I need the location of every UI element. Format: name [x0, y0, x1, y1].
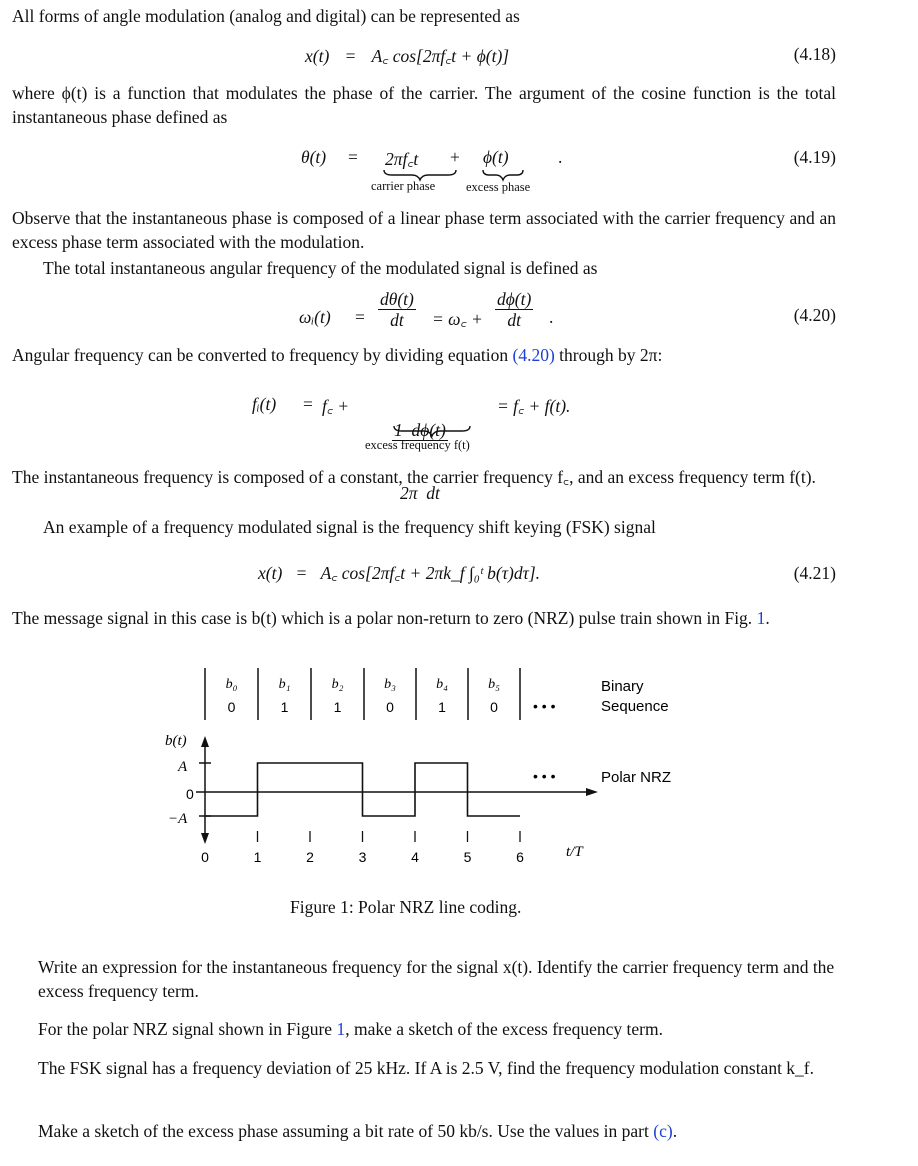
y-tick-label-A: A — [178, 759, 188, 775]
x-tick-label: 6 — [516, 849, 524, 865]
y-axis-label: b(t) — [165, 733, 187, 749]
y-axis-arrow-down — [201, 833, 209, 844]
bit-name: b₅ — [488, 677, 500, 692]
nrz-waveform — [205, 763, 520, 816]
x-tick-label: 0 — [201, 849, 209, 865]
para-convert: Angular frequency can be converted to frequency by dividing equation (4.20) through by 2π: — [12, 345, 663, 365]
x-tick-label: 5 — [463, 849, 472, 865]
bit-value: 1 — [280, 699, 289, 715]
eq-4-20-frac2: $\frac{d\phi(t)}{dt}$ — [497, 289, 532, 330]
eq-freq-frac: $\frac{1 d\phi(t)}{\text{2π dt}}$ — [394, 420, 446, 503]
x-tick-label: 4 — [411, 849, 419, 865]
question-d-part-link[interactable]: (c) — [653, 1121, 673, 1141]
binary-label-1: Binary — [601, 678, 644, 695]
para-phase: where ϕ(t) is a function that modulates the phase of the carrier. The argument of the cosine function is the total instantaneous phase defined as — [12, 83, 836, 127]
eq-4-20-number: (4.20) — [793, 305, 836, 325]
para-message: The message signal in this case is b(t) which is a polar non-return to zero (NRZ) pulse train shown in Fig. 1. — [12, 608, 770, 628]
bit-value: 0 — [386, 699, 394, 715]
bit-name: b₄ — [436, 677, 448, 692]
bit-value: 1 — [438, 699, 446, 715]
eq-4-18-rhs: A꜀ cos[2πf꜀t + ϕ(t)] — [371, 46, 510, 66]
eq-freq-underbrace — [392, 424, 472, 438]
x-tick-label: 3 — [358, 849, 367, 865]
eq-4-19-under-excess: excess phase — [466, 180, 531, 194]
para-observe: Observe that the instantaneous phase is composed of a linear phase term associated with the carrier frequency and an excess phase term associated with the modulation. — [12, 208, 836, 252]
eq-4-20-mid: = ω꜀ + — [432, 309, 483, 329]
eq-4-19-lhs: θ(t) — [301, 147, 327, 167]
sequence-dividers — [205, 668, 520, 720]
intro-line: All forms of angle modulation (analog and digital) can be represented as — [12, 6, 520, 26]
question-b-fig-link[interactable]: 1 — [336, 1019, 346, 1039]
eq-4-19-term2: ϕ(t) — [483, 147, 509, 167]
x-tick-labels — [201, 849, 524, 865]
x-ticks — [258, 831, 521, 842]
eq-4-19-term1: 2πf꜀t — [385, 149, 419, 169]
eq-4-20-frac1: $\frac{d\theta(t)}{dt}$ — [380, 289, 414, 330]
y-tick-label-0: 0 — [186, 786, 194, 802]
nrz-ellipsis: • • • — [533, 768, 556, 784]
sequence-ellipsis: • • • — [533, 698, 556, 714]
bit-name: b₃ — [384, 677, 396, 692]
bit-name: b₁ — [278, 677, 291, 692]
question-b: For the polar NRZ signal shown in Figure 1, make a sketch of the excess frequency term. — [38, 1019, 663, 1039]
para-instfreq: The instantaneous frequency is composed of a constant, the carrier frequency f꜀, and an excess frequency term f(t). — [12, 467, 816, 487]
eq-freq-rhs: = f꜀ + f(t). — [497, 396, 571, 416]
bit-value: 1 — [333, 699, 342, 715]
y-axis-arrow-up — [201, 736, 209, 747]
bit-name: b₀ — [225, 677, 238, 692]
bit-name: b₂ — [331, 677, 344, 692]
y-tick-label-negA: −A — [168, 811, 188, 827]
eq-ref-link[interactable]: (4.20) — [512, 345, 555, 365]
question-c: The FSK signal has a frequency deviation of 25 kHz. If A is 2.5 V, find the frequency modulation constant k_f. — [38, 1058, 815, 1078]
bit-names — [226, 677, 501, 692]
eq-4-21-number: (4.21) — [793, 563, 836, 583]
para-example: An example of a frequency modulated signal is the frequency shift keying (FSK) signal — [43, 517, 656, 537]
x-tick-label: 2 — [306, 849, 314, 865]
bit-value: 0 — [490, 699, 498, 715]
question-a: Write an expression for the instantaneous frequency for the signal x(t). Identify the carrier frequency term and the excess frequency term. — [38, 957, 835, 1001]
x-axis-arrow — [586, 788, 598, 796]
bit-value: 0 — [227, 699, 236, 715]
question-d: Make a sketch of the excess phase assuming a bit rate of 50 kb/s. Use the values in part (c). — [38, 1121, 678, 1141]
eq-4-18: x(t) = A꜀ cos[2πf꜀t + ϕ(t)] — [305, 46, 510, 66]
fig-ref-link[interactable]: 1 — [756, 608, 766, 628]
nrz-label: Polar NRZ — [601, 769, 672, 786]
para-angular: The total instantaneous angular frequency of the modulated signal is defined as — [43, 258, 598, 278]
eq-freq-lhs: fᵢ(t) — [252, 394, 277, 414]
figure-caption: Figure 1: Polar NRZ line coding. — [290, 897, 522, 917]
x-axis-label: t/T — [566, 844, 583, 860]
binary-label-2: Sequence — [601, 698, 669, 715]
eq-freq-plus: f꜀ + — [322, 396, 350, 416]
eq-4-18-number: (4.18) — [793, 44, 836, 64]
figure-nrz — [0, 660, 918, 890]
eq-4-20-lhs: ωᵢ(t) — [299, 307, 331, 327]
eq-4-19-number: (4.19) — [793, 147, 836, 167]
x-tick-label: 1 — [253, 849, 262, 865]
bit-values — [228, 699, 499, 715]
eq-freq-under: excess frequency f(t) — [365, 438, 470, 452]
eq-4-19-under-carrier: carrier phase — [371, 179, 436, 193]
eq-4-18-lhs: x(t) — [305, 46, 330, 66]
eq-4-21: x(t) = A꜀ cos[2πf꜀t + 2πk_f ∫₀ᵗ b(τ)dτ]. — [258, 563, 541, 583]
page: All forms of angle modulation (analog and digital) can be represented as x(t) = A꜀ cos[2πf꜀t + ϕ(t)] (4.18) where ϕ(t) is a function that modulates the phase of the carrier. The argument of the cosine function is the total instantaneous phase defined as θ(t) = 2πf꜀t + ϕ(t) . carrier phase excess phase (4.19) Observe that the instantaneous phase is composed of a linear phase term associated with the carrier frequency and an excess phase term associated with the modulation. The total instantaneous angular frequency of the modulated signal is defined as ωᵢ(t) = $\frac{d\theta(t)}{dt}$ = ω꜀ + $\frac{d\phi(t)}{dt}$ . (4.20) Angular frequency can be converted to frequency by dividing equation (4.20) through by 2π: fᵢ(t) = f꜀ + $\frac{1 d\phi(t)}{\text{2π dt}}$ = f꜀ + f(t). excess frequency f(t) The instantaneous frequency is composed of a constant, the carrier frequency f꜀, and an excess frequency term f(t). An example of a frequency modulated signal is the frequency shift keying (FSK) signal x(t) = A꜀ cos[2πf꜀t + 2πk_f ∫₀ᵗ b(τ)dτ]. (4.21) The message signal in this case is b(t) which is a polar non-return to zero (NRZ) pulse train shown in Fig. 1. b₀ b₁ b₂ b₃ b₄ b₅ 0 1 1 0 1 0 • • • Binary Sequence b(t) A 0 −A • • • Polar NRZ 0 1 2 3 4 5 6 t/T Figure 1: Polar NRZ line coding. Write an expression for the instantaneous frequency for the signal x(t). Identify the carrier frequency term and the excess frequency term. For the polar NRZ signal shown in Figure 1, make a sketch of the excess frequency term. The FSK signal has a frequency deviation of 25 kHz. If A is 2.5 V, find the frequency modulation constant k_f. Make a sketch of the excess phase assuming a bit rate of 50 kb/s. Use the values in part (c). — [0, 0, 918, 1166]
